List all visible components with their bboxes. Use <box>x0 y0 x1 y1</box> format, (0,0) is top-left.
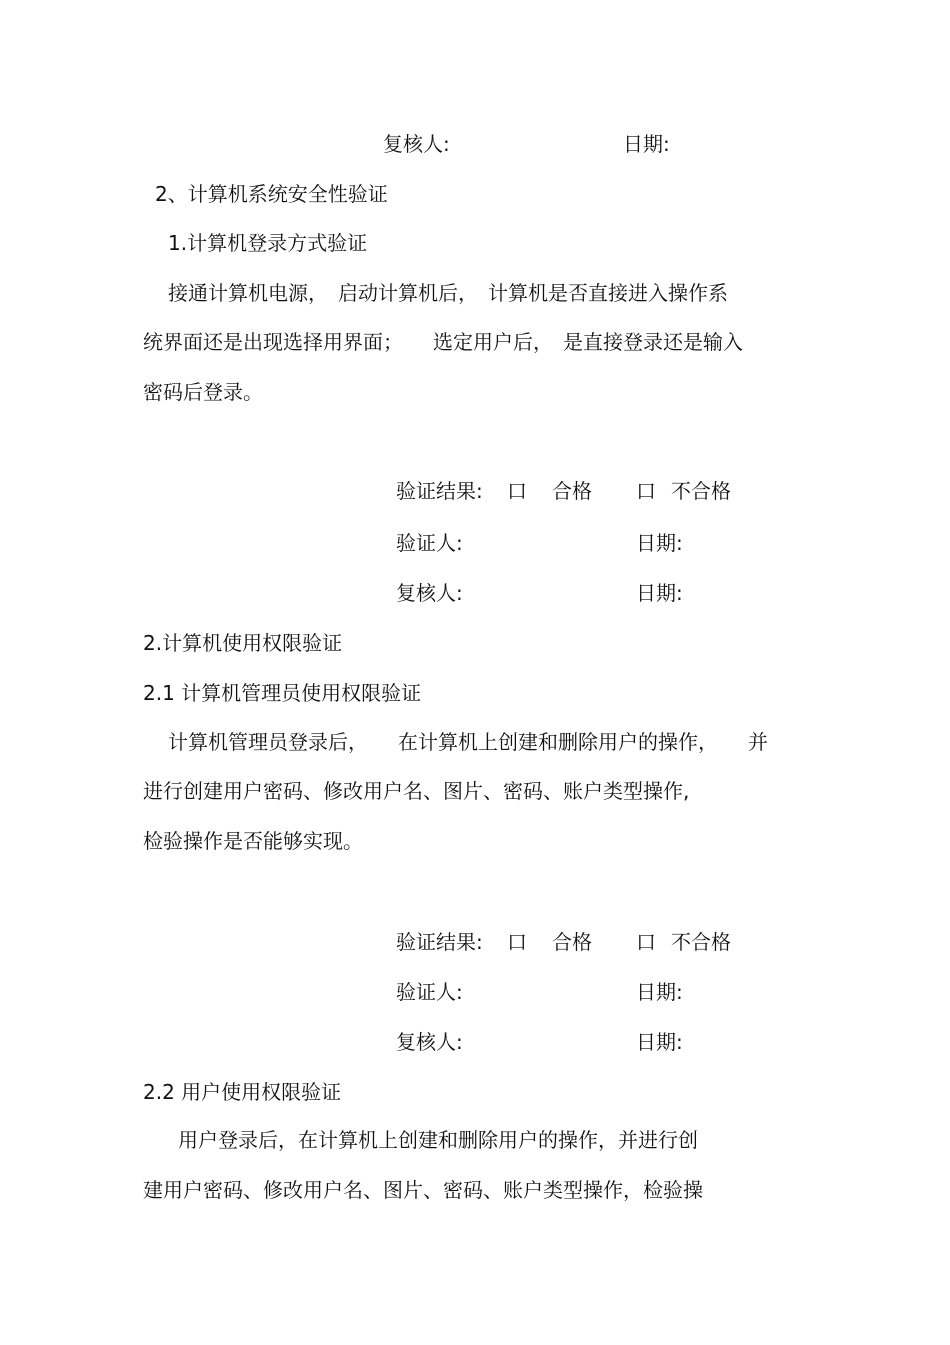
fail-checkbox[interactable]: 口 <box>636 930 656 954</box>
login-paragraph-line-2: 统界面还是出现选择用界面； 选定用户后， 是直接登录还是输入 <box>143 330 743 354</box>
fail-checkbox[interactable]: 口 <box>636 479 656 503</box>
pass-label: 合格 <box>552 479 592 503</box>
login-paragraph-line-3: 密码后登录。 <box>143 380 263 404</box>
section-2-title: 2、计算机系统安全性验证 <box>155 182 388 206</box>
pass-label: 合格 <box>552 930 592 954</box>
fail-label: 不合格 <box>671 930 731 954</box>
result-label: 验证结果: <box>396 479 483 503</box>
admin-paragraph-line-1: 计算机管理员登录后， 在计算机上创建和删除用户的操作， 并 <box>168 730 768 754</box>
section-user-title: 2.2 用户使用权限验证 <box>143 1080 342 1104</box>
section-permission-title: 2.计算机使用权限验证 <box>143 631 343 655</box>
top-date-label: 日期: <box>623 132 670 156</box>
verifier-date-label: 日期: <box>636 531 683 555</box>
login-paragraph-line-1: 接通计算机电源， 启动计算机后， 计算机是否直接进入操作系 <box>168 281 728 305</box>
user-paragraph-line-2: 建用户密码、修改用户名、图片、密码、账户类型操作，检验操 <box>143 1178 703 1202</box>
reviewer-label: 复核人: <box>396 1030 463 1054</box>
section-login-title: 1.计算机登录方式验证 <box>168 231 368 255</box>
top-reviewer-label: 复核人: <box>383 132 450 156</box>
verifier-label: 验证人: <box>396 531 463 555</box>
user-paragraph-line-1: 用户登录后，在计算机上创建和删除用户的操作，并进行创 <box>178 1128 698 1152</box>
fail-label: 不合格 <box>671 479 731 503</box>
pass-checkbox[interactable]: 口 <box>507 479 527 503</box>
pass-checkbox[interactable]: 口 <box>507 930 527 954</box>
verifier-label: 验证人: <box>396 980 463 1004</box>
reviewer-date-label: 日期: <box>636 581 683 605</box>
result-label: 验证结果: <box>396 930 483 954</box>
reviewer-date-label: 日期: <box>636 1030 683 1054</box>
admin-paragraph-line-3: 检验操作是否能够实现。 <box>143 829 363 853</box>
admin-paragraph-line-2: 进行创建用户密码、修改用户名、图片、密码、账户类型操作, <box>143 779 690 803</box>
section-admin-title: 2.1 计算机管理员使用权限验证 <box>143 681 422 705</box>
reviewer-label: 复核人: <box>396 581 463 605</box>
verifier-date-label: 日期: <box>636 980 683 1004</box>
